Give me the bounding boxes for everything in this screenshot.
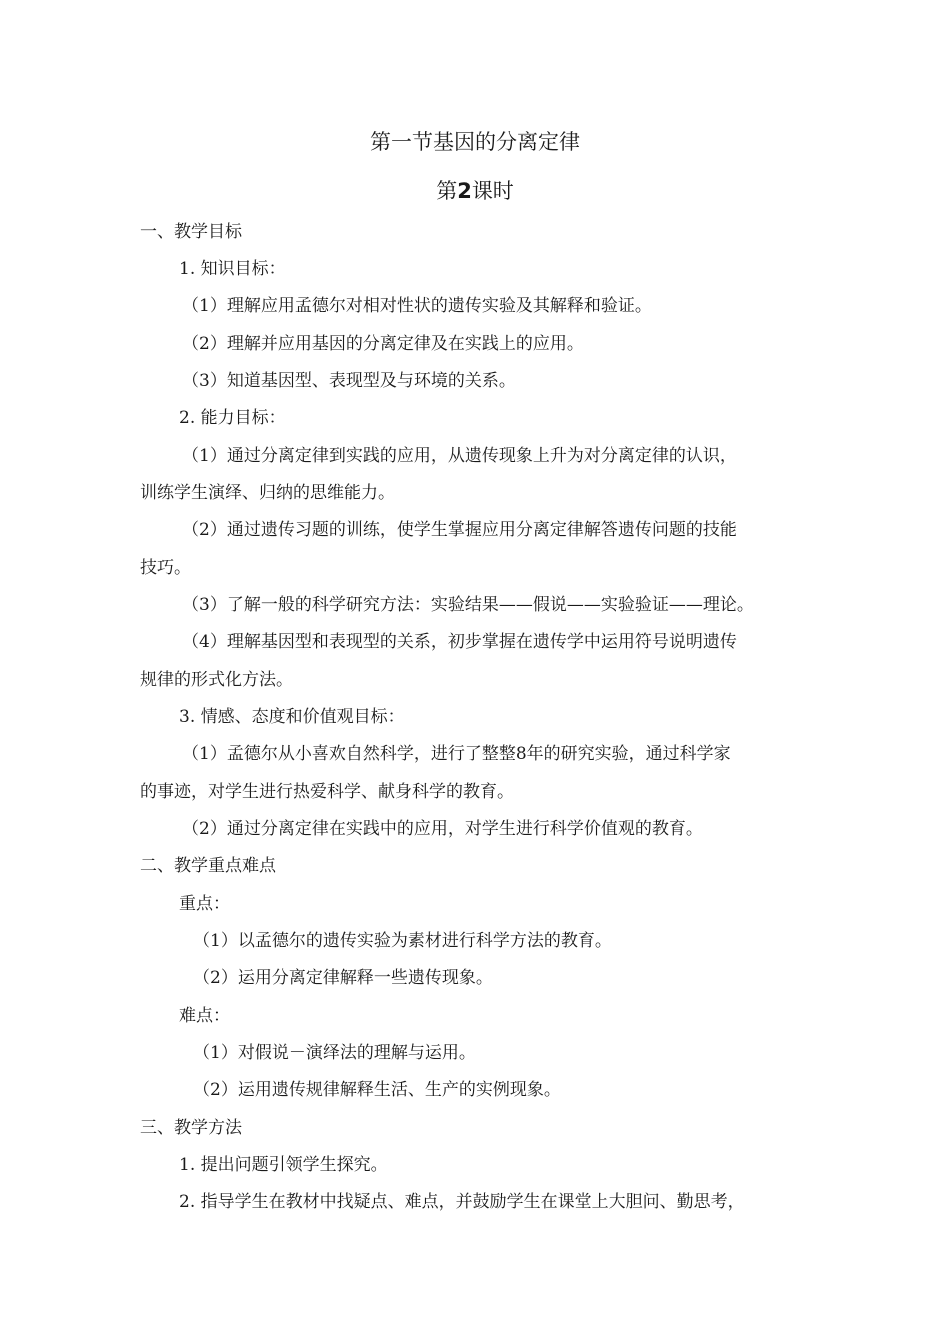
lesson-subtitle xyxy=(0,178,950,204)
section-heading-key-points: 二、教学重点难点 xyxy=(140,856,276,876)
knowledge-item-3: （3）知道基因型、表现型及与环境的关系。 xyxy=(182,371,516,391)
subheading-attitude: 3. 情感、态度和价值观目标： xyxy=(179,707,405,727)
lesson-prefix: 第 xyxy=(436,179,458,203)
attitude-item-2: （2）通过分离定律在实践中的应用，对学生进行科学价值观的教育。 xyxy=(182,819,703,839)
ability-item-1-line-1: （1）通过分离定律到实践的应用，从遗传现象上升为对分离定律的认识， xyxy=(182,446,737,466)
document-title: 第一节基因的分离定律 xyxy=(370,130,580,154)
attitude-item-1-line-1: （1）孟德尔从小喜欢自然科学，进行了整整8年的研究实验，通过科学家 xyxy=(182,744,731,764)
knowledge-item-1: （1）理解应用孟德尔对相对性状的遗传实验及其解释和验证。 xyxy=(182,296,652,316)
label-key-points: 重点： xyxy=(179,894,230,914)
subheading-ability: 2. 能力目标： xyxy=(179,408,286,428)
key-point-2: （2）运用分离定律解释一些遗传现象。 xyxy=(193,968,493,988)
difficulty-2: （2）运用遗传规律解释生活、生产的实例现象。 xyxy=(193,1080,561,1100)
method-item-2: 2. 指导学生在教材中找疑点、难点，并鼓励学生在课堂上大胆问、勤思考， xyxy=(179,1192,745,1212)
lesson-number: 2 xyxy=(457,179,472,203)
ability-item-3: （3）了解一般的科学研究方法：实验结果——假说——实验验证——理论。 xyxy=(182,595,754,615)
key-point-1: （1）以孟德尔的遗传实验为素材进行科学方法的教育。 xyxy=(193,931,612,951)
section-heading-objectives: 一、教学目标 xyxy=(140,222,242,242)
label-difficulties: 难点： xyxy=(179,1006,230,1026)
ability-item-1-line-2: 训练学生演绎、归纳的思维能力。 xyxy=(140,483,395,503)
method-item-1: 1. 提出问题引领学生探究。 xyxy=(179,1155,388,1175)
ability-item-4-line-2: 规律的形式化方法。 xyxy=(140,670,293,690)
subheading-knowledge: 1. 知识目标： xyxy=(179,259,286,279)
section-heading-methods: 三、教学方法 xyxy=(140,1118,242,1138)
ability-item-4-line-1: （4）理解基因型和表现型的关系，初步掌握在遗传学中运用符号说明遗传 xyxy=(182,632,737,652)
knowledge-item-2: （2）理解并应用基因的分离定律及在实践上的应用。 xyxy=(182,334,584,354)
ability-item-2-line-1: （2）通过遗传习题的训练，使学生掌握应用分离定律解答遗传问题的技能 xyxy=(182,520,737,540)
lesson-suffix: 课时 xyxy=(471,179,514,203)
difficulty-1: （1）对假说－演绎法的理解与运用。 xyxy=(193,1043,476,1063)
ability-item-2-line-2: 技巧。 xyxy=(140,558,191,578)
attitude-item-1-line-2: 的事迹，对学生进行热爱科学、献身科学的教育。 xyxy=(140,782,514,802)
